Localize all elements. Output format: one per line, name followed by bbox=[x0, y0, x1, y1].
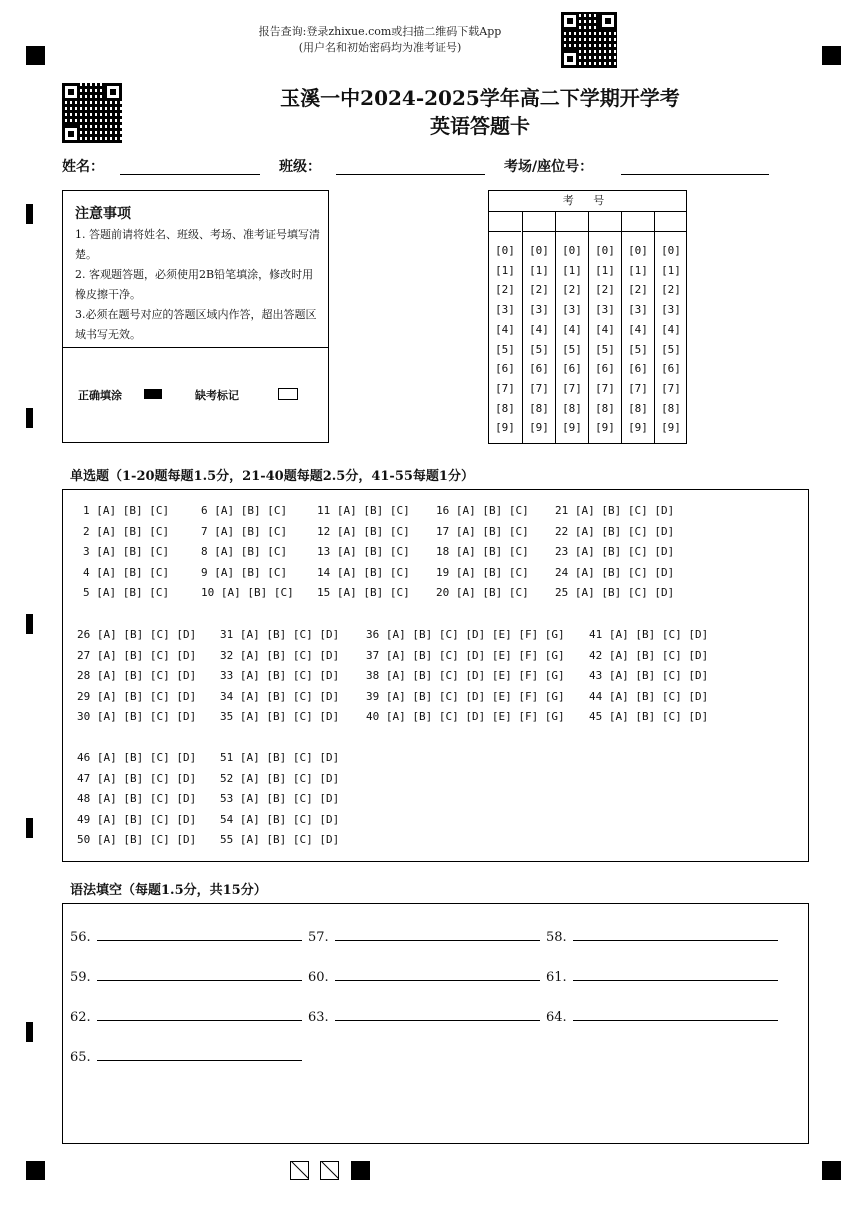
digit-bubble[interactable]: [2] bbox=[595, 283, 615, 297]
exam-number-column bbox=[555, 211, 588, 443]
digit-bubble[interactable]: [5] bbox=[661, 342, 681, 356]
mc-question-row[interactable]: 39 [A] [B] [C] [D] [E] [F] [G] bbox=[366, 689, 565, 703]
note-line-2: (用户名和初始密码均为准考证号) bbox=[298, 41, 462, 54]
mc-question-row[interactable]: 18 [A] [B] [C] bbox=[436, 545, 529, 559]
answer-line[interactable] bbox=[97, 1008, 302, 1021]
mc-question-row[interactable]: 10 [A] [B] [C] bbox=[201, 586, 294, 600]
registration-mark bbox=[26, 46, 45, 65]
digit-bubble[interactable]: [8] bbox=[529, 401, 549, 415]
name-field[interactable] bbox=[120, 174, 260, 175]
notice-items bbox=[75, 225, 321, 345]
answer-line[interactable] bbox=[335, 968, 540, 981]
fill-item bbox=[70, 968, 302, 985]
mc-question-row[interactable]: 54 [A] [B] [C] [D] bbox=[220, 812, 340, 826]
fill-item bbox=[70, 1008, 302, 1025]
fill-item bbox=[546, 968, 778, 985]
mc-question-row[interactable]: 22 [A] [B] [C] [D] bbox=[555, 524, 675, 538]
digit-bubble[interactable]: [9] bbox=[595, 421, 615, 435]
digit-bubble[interactable]: [8] bbox=[562, 401, 582, 415]
mc-question-row[interactable]: 43 [A] [B] [C] [D] bbox=[589, 669, 709, 683]
mc-question-row[interactable]: 37 [A] [B] [C] [D] [E] [F] [G] bbox=[366, 648, 565, 662]
answer-line[interactable] bbox=[573, 968, 778, 981]
digit-bubble[interactable]: [3] bbox=[628, 303, 648, 317]
exam-number-column bbox=[654, 211, 687, 443]
digit-bubble[interactable]: [1] bbox=[562, 263, 582, 277]
notice-item: 3.必须在题号对应的答题区域内作答，超出答题区域书写无效。 bbox=[75, 308, 317, 341]
digit-bubble[interactable]: [2] bbox=[628, 283, 648, 297]
digit-bubble[interactable]: [7] bbox=[595, 381, 615, 395]
crossed-square-mark bbox=[290, 1161, 309, 1180]
absent-mark-box[interactable] bbox=[278, 388, 298, 400]
answer-line[interactable] bbox=[97, 1048, 302, 1061]
answer-line[interactable] bbox=[97, 968, 302, 981]
fill-item-number: 58. bbox=[546, 930, 567, 945]
note-line-1: 报告查询:登录zhixue.com或扫描二维码下载App bbox=[258, 25, 502, 38]
fill-item bbox=[70, 1048, 302, 1065]
exam-number-heading: 考 号 bbox=[489, 191, 686, 212]
answer-line[interactable] bbox=[335, 928, 540, 941]
digit-bubble[interactable]: [2] bbox=[529, 283, 549, 297]
digit-bubble[interactable]: [0] bbox=[562, 244, 582, 257]
digit-bubble[interactable]: [1] bbox=[661, 263, 681, 277]
mc-question-row[interactable]: 30 [A] [B] [C] [D] bbox=[77, 710, 197, 724]
digit-bubble[interactable]: [4] bbox=[495, 322, 515, 336]
mc-question-row[interactable]: 42 [A] [B] [C] [D] bbox=[589, 648, 709, 662]
digit-bubble[interactable]: [1] bbox=[495, 263, 515, 277]
mc-question-row[interactable]: 44 [A] [B] [C] [D] bbox=[589, 689, 709, 703]
correct-fill-label: 正确填涂 bbox=[78, 389, 122, 402]
filled-square-mark bbox=[351, 1161, 370, 1180]
mc-question-row[interactable]: 21 [A] [B] [C] [D] bbox=[555, 504, 675, 517]
mc-question-row[interactable]: 8 [A] [B] [C] bbox=[201, 545, 288, 559]
mc-section-title: 单选题（1-20题每题1.5分，21-40题每题2.5分，41-55每题1分） bbox=[70, 469, 474, 484]
exam-digit-write-cell[interactable] bbox=[655, 211, 687, 232]
class-field[interactable] bbox=[336, 174, 485, 175]
digit-bubble[interactable]: [0] bbox=[661, 244, 681, 257]
mc-question-row[interactable]: 12 [A] [B] [C] bbox=[317, 524, 410, 538]
digit-bubble[interactable]: [8] bbox=[495, 401, 515, 415]
digit-bubble[interactable]: [1] bbox=[529, 263, 549, 277]
exam-digit-options bbox=[589, 241, 621, 438]
mc-question-row[interactable]: 52 [A] [B] [C] [D] bbox=[220, 771, 340, 785]
mc-question-row[interactable]: 6 [A] [B] [C] bbox=[201, 504, 288, 517]
crossed-square-mark bbox=[320, 1161, 339, 1180]
notice-item: 2. 客观题答题，必须使用2B铅笔填涂，修改时用橡皮擦干净。 bbox=[75, 268, 314, 301]
fill-item bbox=[546, 928, 778, 945]
mc-question-row[interactable]: 41 [A] [B] [C] [D] bbox=[589, 628, 709, 641]
mc-question-row[interactable]: 16 [A] [B] [C] bbox=[436, 504, 529, 517]
mc-question-row[interactable]: 35 [A] [B] [C] [D] bbox=[220, 710, 340, 724]
mc-question-row[interactable]: 4 [A] [B] [C] bbox=[83, 565, 170, 579]
registration-mark bbox=[822, 1161, 841, 1180]
page-title bbox=[200, 84, 760, 140]
mc-question-row[interactable]: 13 [A] [B] [C] bbox=[317, 545, 410, 559]
digit-bubble[interactable]: [5] bbox=[529, 342, 549, 356]
fill-item-number: 64. bbox=[546, 1010, 567, 1025]
mc-question-row[interactable]: 11 [A] [B] [C] bbox=[317, 504, 410, 517]
mc-question-row[interactable]: 26 [A] [B] [C] [D] bbox=[77, 628, 197, 641]
fill-item-number: 59. bbox=[70, 970, 91, 985]
digit-bubble[interactable]: [4] bbox=[529, 322, 549, 336]
exam-number-column bbox=[522, 211, 555, 443]
filled-bubble-sample bbox=[144, 389, 162, 399]
mc-question-row[interactable]: 15 [A] [B] [C] bbox=[317, 586, 410, 600]
title-line-1: 玉溪一中2024-2025学年高二下学期开学考 bbox=[280, 86, 680, 110]
exam-digit-options bbox=[655, 241, 687, 438]
digit-bubble[interactable]: [6] bbox=[595, 362, 615, 376]
side-mark bbox=[26, 614, 33, 634]
qr-code-icon bbox=[62, 83, 122, 143]
digit-bubble[interactable]: [1] bbox=[628, 263, 648, 277]
mc-question-row[interactable]: 53 [A] [B] [C] [D] bbox=[220, 792, 340, 806]
class-label: 班级： bbox=[279, 159, 321, 175]
digit-bubble[interactable]: [0] bbox=[495, 244, 515, 257]
fill-item bbox=[308, 1008, 540, 1025]
notice-item: 1. 答题前请将姓名、班级、考场、准考证号填写清楚。 bbox=[75, 228, 320, 261]
mc-question-row[interactable]: 3 [A] [B] [C] bbox=[83, 545, 170, 559]
fill-item-number: 61. bbox=[546, 970, 567, 985]
digit-bubble[interactable]: [7] bbox=[529, 381, 549, 395]
digit-bubble[interactable]: [7] bbox=[661, 381, 681, 395]
digit-bubble[interactable]: [8] bbox=[661, 401, 681, 415]
registration-mark bbox=[822, 46, 841, 65]
exam-digit-options bbox=[556, 241, 588, 438]
digit-bubble[interactable]: [3] bbox=[661, 303, 681, 317]
digit-bubble[interactable]: [3] bbox=[562, 303, 582, 317]
exam-digit-write-cell[interactable] bbox=[622, 211, 654, 232]
mc-question-row[interactable]: 38 [A] [B] [C] [D] [E] [F] [G] bbox=[366, 669, 565, 683]
digit-bubble[interactable]: [7] bbox=[628, 381, 648, 395]
mc-question-row[interactable]: 1 [A] [B] [C] bbox=[83, 504, 170, 517]
mc-question-row[interactable]: 55 [A] [B] [C] [D] bbox=[220, 833, 340, 847]
digit-bubble[interactable]: [9] bbox=[628, 421, 648, 435]
digit-bubble[interactable]: [7] bbox=[562, 381, 582, 395]
digit-bubble[interactable]: [6] bbox=[628, 362, 648, 376]
fill-section-title: 语法填空（每题1.5分，共15分） bbox=[70, 883, 267, 898]
exam-digit-write-cell[interactable] bbox=[523, 211, 555, 232]
digit-bubble[interactable]: [5] bbox=[495, 342, 515, 356]
name-label: 姓名： bbox=[62, 159, 104, 175]
registration-mark bbox=[26, 1161, 45, 1180]
notice-box bbox=[62, 190, 329, 443]
digit-bubble[interactable]: [9] bbox=[661, 421, 681, 435]
absent-mark-label: 缺考标记 bbox=[195, 389, 239, 402]
digit-bubble[interactable]: [3] bbox=[529, 303, 549, 317]
fill-item bbox=[546, 1008, 778, 1025]
mc-question-row[interactable]: 51 [A] [B] [C] [D] bbox=[220, 751, 340, 764]
mc-question-row[interactable]: 23 [A] [B] [C] [D] bbox=[555, 545, 675, 559]
answer-line[interactable] bbox=[573, 928, 778, 941]
mc-question-row[interactable]: 40 [A] [B] [C] [D] [E] [F] [G] bbox=[366, 710, 565, 724]
mc-question-row[interactable]: 2 [A] [B] [C] bbox=[83, 524, 170, 538]
mc-question-row[interactable]: 33 [A] [B] [C] [D] bbox=[220, 669, 340, 683]
exam-digit-write-cell[interactable] bbox=[556, 211, 588, 232]
digit-bubble[interactable]: [8] bbox=[595, 401, 615, 415]
exam-number-column bbox=[621, 211, 654, 443]
exam-digit-options bbox=[622, 241, 654, 438]
mc-question-row[interactable]: 36 [A] [B] [C] [D] [E] [F] [G] bbox=[366, 628, 565, 641]
report-query-note bbox=[200, 24, 560, 56]
fill-item-number: 60. bbox=[308, 970, 329, 985]
side-mark bbox=[26, 1022, 33, 1042]
digit-bubble[interactable]: [0] bbox=[595, 244, 615, 257]
mc-question-row[interactable]: 45 [A] [B] [C] [D] bbox=[589, 710, 709, 724]
fill-item-number: 65. bbox=[70, 1050, 91, 1065]
exam-digit-options bbox=[489, 241, 521, 438]
answer-line[interactable] bbox=[335, 1008, 540, 1021]
mc-question-row[interactable]: 48 [A] [B] [C] [D] bbox=[77, 792, 197, 806]
digit-bubble[interactable]: [1] bbox=[595, 263, 615, 277]
divider bbox=[63, 347, 328, 348]
mc-question-row[interactable]: 24 [A] [B] [C] [D] bbox=[555, 565, 675, 579]
side-mark bbox=[26, 818, 33, 838]
digit-bubble[interactable]: [4] bbox=[628, 322, 648, 336]
digit-bubble[interactable]: [4] bbox=[595, 322, 615, 336]
seat-field[interactable] bbox=[621, 174, 769, 175]
mc-question-row[interactable]: 46 [A] [B] [C] [D] bbox=[77, 751, 197, 764]
exam-number-column bbox=[489, 211, 521, 443]
digit-bubble[interactable]: [6] bbox=[529, 362, 549, 376]
mc-question-row[interactable]: 25 [A] [B] [C] [D] bbox=[555, 586, 675, 600]
exam-digit-write-cell[interactable] bbox=[489, 211, 521, 232]
fill-item bbox=[308, 928, 540, 945]
mc-question-row[interactable]: 17 [A] [B] [C] bbox=[436, 524, 529, 538]
exam-number-grid bbox=[488, 190, 687, 444]
mc-question-row[interactable]: 28 [A] [B] [C] [D] bbox=[77, 669, 197, 683]
digit-bubble[interactable]: [2] bbox=[661, 283, 681, 297]
digit-bubble[interactable]: [5] bbox=[628, 342, 648, 356]
mc-question-row[interactable]: 31 [A] [B] [C] [D] bbox=[220, 628, 340, 641]
digit-bubble[interactable]: [2] bbox=[495, 283, 515, 297]
digit-bubble[interactable]: [4] bbox=[661, 322, 681, 336]
fill-item-number: 62. bbox=[70, 1010, 91, 1025]
digit-bubble[interactable]: [6] bbox=[661, 362, 681, 376]
digit-bubble[interactable]: [5] bbox=[595, 342, 615, 356]
fill-item-number: 57. bbox=[308, 930, 329, 945]
answer-line[interactable] bbox=[573, 1008, 778, 1021]
mc-answer-area bbox=[62, 489, 809, 862]
fill-item-number: 63. bbox=[308, 1010, 329, 1025]
side-mark bbox=[26, 408, 33, 428]
digit-bubble[interactable]: [4] bbox=[562, 322, 582, 336]
digit-bubble[interactable]: [9] bbox=[529, 421, 549, 435]
digit-bubble[interactable]: [0] bbox=[529, 244, 549, 257]
digit-bubble[interactable]: [8] bbox=[628, 401, 648, 415]
digit-bubble[interactable]: [2] bbox=[562, 283, 582, 297]
mc-question-row[interactable]: 49 [A] [B] [C] [D] bbox=[77, 812, 197, 826]
seat-label: 考场/座位号： bbox=[504, 159, 594, 175]
mc-question-row[interactable]: 47 [A] [B] [C] [D] bbox=[77, 771, 197, 785]
digit-bubble[interactable]: [5] bbox=[562, 342, 582, 356]
digit-bubble[interactable]: [6] bbox=[495, 362, 515, 376]
mc-question-row[interactable]: 20 [A] [B] [C] bbox=[436, 586, 529, 600]
answer-line[interactable] bbox=[97, 928, 302, 941]
mc-question-row[interactable]: 34 [A] [B] [C] [D] bbox=[220, 689, 340, 703]
fill-item-number: 56. bbox=[70, 930, 91, 945]
exam-number-column bbox=[588, 211, 621, 443]
qr-code-icon bbox=[561, 12, 617, 68]
digit-bubble[interactable]: [3] bbox=[495, 303, 515, 317]
mc-question-row[interactable]: 50 [A] [B] [C] [D] bbox=[77, 833, 197, 847]
mc-question-row[interactable]: 19 [A] [B] [C] bbox=[436, 565, 529, 579]
mc-question-row[interactable]: 27 [A] [B] [C] [D] bbox=[77, 648, 197, 662]
exam-digit-write-cell[interactable] bbox=[589, 211, 621, 232]
mc-question-row[interactable]: 14 [A] [B] [C] bbox=[317, 565, 410, 579]
digit-bubble[interactable]: [0] bbox=[628, 244, 648, 257]
digit-bubble[interactable]: [6] bbox=[562, 362, 582, 376]
mc-question-row[interactable]: 9 [A] [B] [C] bbox=[201, 565, 288, 579]
digit-bubble[interactable]: [3] bbox=[595, 303, 615, 317]
mc-question-row[interactable]: 7 [A] [B] [C] bbox=[201, 524, 288, 538]
side-mark bbox=[26, 204, 33, 224]
digit-bubble[interactable]: [9] bbox=[495, 421, 515, 435]
digit-bubble[interactable]: [9] bbox=[562, 421, 582, 435]
mc-question-row[interactable]: 5 [A] [B] [C] bbox=[83, 586, 170, 600]
mc-question-row[interactable]: 32 [A] [B] [C] [D] bbox=[220, 648, 340, 662]
notice-heading: 注意事项 bbox=[75, 206, 131, 222]
mc-question-row[interactable]: 29 [A] [B] [C] [D] bbox=[77, 689, 197, 703]
fill-answer-area bbox=[62, 903, 809, 1144]
title-line-2: 英语答题卡 bbox=[430, 114, 530, 138]
digit-bubble[interactable]: [7] bbox=[495, 381, 515, 395]
fill-item bbox=[70, 928, 302, 945]
exam-digit-options bbox=[523, 241, 555, 438]
fill-item bbox=[308, 968, 540, 985]
